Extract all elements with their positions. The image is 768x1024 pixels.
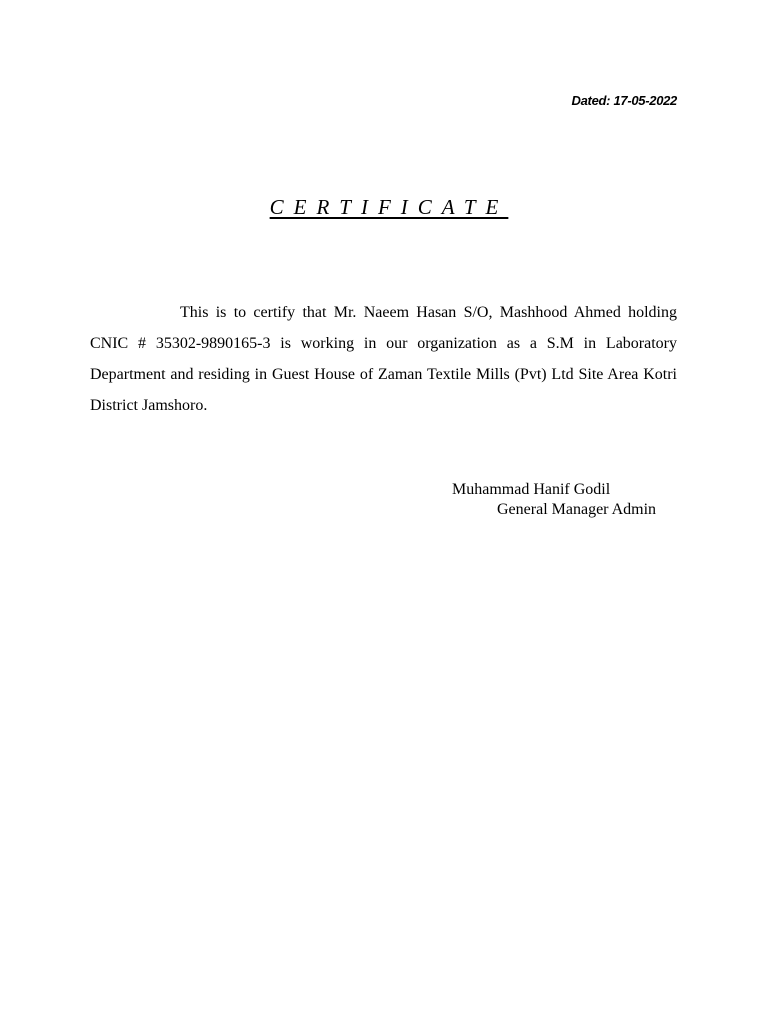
signatory-title: General Manager Admin <box>497 501 657 518</box>
certificate-title-row <box>0 195 768 220</box>
date-label: Dated: 17-05-2022 <box>571 93 677 108</box>
certificate-body: This is to certify that Mr. Naeem Hasan S/O, Mashhood Ahmed holding CNIC # 35302-9890165-3 is working in our organization as a S.M in Laboratory Department and residing in Guest House of Zaman Textile Mills (Pvt) Ltd Site Area Kotri District Jamshoro. <box>90 304 677 414</box>
certificate-title: CERTIFICATE <box>269 195 509 219</box>
signatory-name: Muhammad Hanif Godil <box>452 481 611 498</box>
signature-block <box>452 480 656 520</box>
